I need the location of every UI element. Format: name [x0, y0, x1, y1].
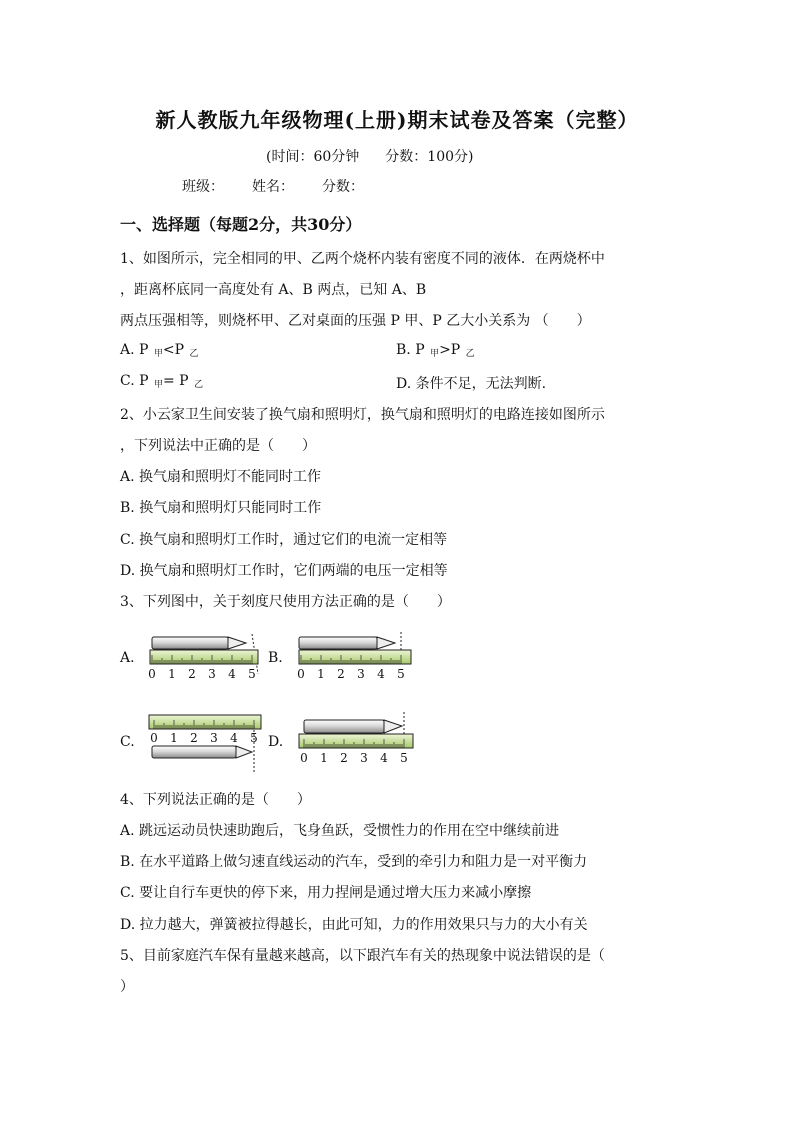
ruler-tick-label: 5: [397, 667, 405, 681]
q1-option-c: C. P $_甲$= P $_乙$: [120, 373, 204, 390]
ruler-tick-label: 1: [317, 667, 325, 681]
ruler-tick-label: 2: [188, 667, 196, 681]
ruler-tick-label: 4: [380, 751, 388, 765]
section-heading: 一、选择题（每题2分，共30分）: [120, 215, 362, 234]
q2-option-b: B. 换气扇和照明灯只能同时工作: [120, 500, 322, 516]
q2-option-c: C. 换气扇和照明灯工作时，通过它们的电流一定相等: [120, 532, 448, 548]
q2-stem-1: 2、小云家卫生间安装了换气扇和照明灯，换气扇和照明灯的电路连接如图所示: [120, 407, 605, 423]
time-limit: (时间：60分钟: [266, 149, 360, 165]
class-label: 班级：: [182, 179, 224, 195]
student-info: [182, 176, 392, 196]
ruler-figure-c: [146, 712, 266, 776]
ruler-tick-label: 0: [300, 751, 308, 765]
ruler-figure-d: [296, 712, 416, 772]
q4-stem: 4、下列说法正确的是（ ）: [120, 792, 311, 808]
ruler-tick-label: 3: [210, 731, 218, 745]
ruler-tick-label: 2: [190, 731, 198, 745]
ruler-b-tick-labels: [297, 667, 405, 681]
q2-option-a: A. 换气扇和照明灯不能同时工作: [120, 469, 322, 485]
ruler-tick-label: 2: [337, 667, 345, 681]
q4-option-c: C. 要让自行车更快的停下来，用力捏闸是通过增大压力来减小摩擦: [120, 885, 532, 901]
ruler-tick-label: 3: [360, 751, 368, 765]
q1-option-b: B. P $_甲$>P $_乙$: [396, 342, 475, 359]
ruler-tick-label: 1: [170, 731, 178, 745]
ruler-a-tick-labels: [148, 667, 256, 681]
q3-label-d: D.: [268, 734, 284, 750]
exam-meta: [266, 146, 499, 166]
ruler-tick-label: 0: [148, 667, 156, 681]
ruler-tick-label: 4: [228, 667, 236, 681]
ruler-c-tick-labels: [150, 731, 258, 745]
q1-stem-2: ，距离杯底同一高度处有 A、B 两点，已知 A、B: [120, 282, 427, 298]
q1-stem-1: 1、如图所示，完全相同的甲、乙两个烧杯内装有密度不同的液体．在两烧杯中: [120, 251, 605, 267]
ruler-tick-label: 4: [230, 731, 238, 745]
ruler-tick-label: 1: [168, 667, 176, 681]
ruler-tick-label: 1: [320, 751, 328, 765]
ruler-figure-b: [296, 632, 416, 688]
name-label: 姓名：: [252, 179, 294, 195]
q5-stem-2: ）: [120, 979, 134, 995]
q2-option-d: D. 换气扇和照明灯工作时，它们两端的电压一定相等: [120, 563, 448, 579]
q1-option-d: D. 条件不足，无法判断.: [396, 376, 547, 392]
ruler-tick-label: 2: [340, 751, 348, 765]
ruler-tick-label: 3: [208, 667, 216, 681]
q4-option-a: A. 跳远运动员快速助跑后，飞身鱼跃，受惯性力的作用在空中继续前进: [120, 823, 560, 839]
score-label: 分数：: [322, 179, 364, 195]
q3-stem: 3、下列图中，关于刻度尺使用方法正确的是（ ）: [120, 594, 451, 610]
ruler-tick-label: 4: [377, 667, 385, 681]
q4-option-d: D. 拉力越大，弹簧被拉得越长，由此可知，力的作用效果只与力的大小有关: [120, 917, 588, 933]
ruler-tick-label: 5: [248, 667, 256, 681]
ruler-tick-label: 0: [297, 667, 305, 681]
ruler-figure-a: [148, 632, 264, 688]
q1-stem-3: 两点压强相等，则烧杯甲、乙对桌面的压强 P 甲、P 乙大小关系为 （ ）: [120, 313, 591, 329]
page-title: 新人教版九年级物理(上册)期末试卷及答案（完整）: [155, 108, 639, 132]
q2-stem-2: ，下列说法中正确的是（ ）: [120, 438, 316, 454]
q1-option-a: A. P $_甲$<P $_乙$: [120, 342, 199, 359]
q5-stem-1: 5、目前家庭汽车保有量越来越高，以下跟汽车有关的热现象中说法错误的是（: [120, 948, 605, 964]
total-score: 分数：100分): [385, 149, 474, 165]
q3-label-c: C.: [120, 734, 135, 750]
q3-label-b: B.: [268, 650, 283, 666]
ruler-tick-label: 5: [400, 751, 408, 765]
ruler-tick-label: 5: [250, 731, 258, 745]
q4-option-b: B. 在水平道路上做匀速直线运动的汽车，受到的牵引力和阻力是一对平衡力: [120, 854, 588, 870]
ruler-tick-label: 3: [357, 667, 365, 681]
ruler-d-tick-labels: [300, 751, 408, 765]
ruler-tick-label: 0: [150, 731, 158, 745]
q3-label-a: A.: [120, 650, 135, 666]
